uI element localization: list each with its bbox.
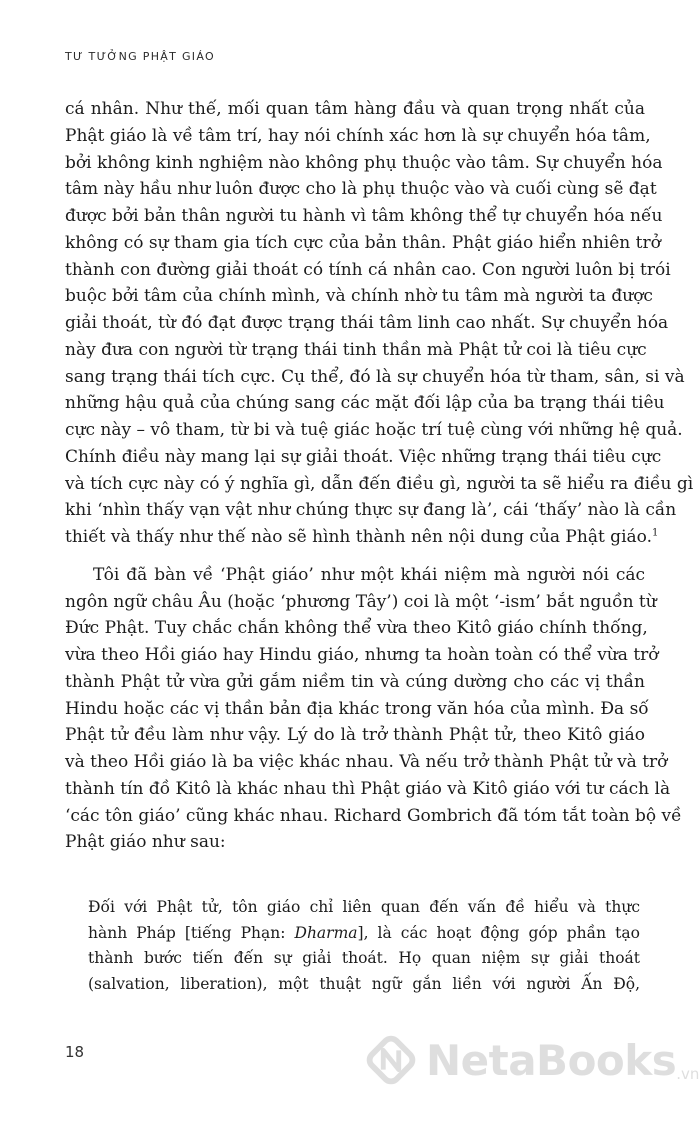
quote-line: Đối với Phật tử, tôn giáo chỉ liên quan đến vấn đề hiểu và thực	[88, 898, 640, 916]
watermark-brand: NetaBooks	[426, 1035, 677, 1085]
paragraph-1-line: bởi không kinh nghiệm nào không phụ thuộc vào tâm. Sự chuyển hóa	[65, 152, 663, 173]
paragraph-1-line: thành con đường giải thoát có tính cá nhân cao. Con người luôn bị trói	[65, 259, 671, 280]
paragraph-2	[65, 562, 682, 830]
paragraph-1-line: những hậu quả của chúng sang các mặt đối lập của ba trạng thái tiêu	[65, 393, 665, 414]
paragraph-1-line: buộc bởi tâm của chính mình, và chính nhờ tu tâm mà người ta được	[65, 286, 653, 307]
paragraph-1-line: khi ‘nhìn thấy vạn vật như chúng thực sự đang là’, cái ‘thấy’ nào là cần	[65, 500, 677, 521]
paragraph-2-line: Tôi đã bàn về ‘Phật giáo’ như một khái niệm mà người nói các	[93, 564, 645, 585]
paragraph-2-line: Phật tử đều làm như vậy. Lý do là trở thành Phật tử, theo Kitô giáo	[65, 725, 645, 746]
paragraph-2-line: vừa theo Hồi giáo hay Hindu giáo, nhưng ta hoàn toàn có thể vừa trở	[65, 645, 659, 665]
netabooks-logo-icon	[362, 1031, 420, 1089]
block-quote	[88, 895, 640, 997]
paragraph-1-line: cực này – vô tham, từ bi và tuệ giác hoặc trí tuệ cùng với những hệ quả.	[65, 420, 683, 440]
paragraph-1-line: giải thoát, từ đó đạt được trạng thái tâm linh cao nhất. Sự chuyển hóa	[65, 313, 669, 333]
paragraph-1-last-line: thiết và thấy như thế nào sẽ hình thành nên nội dung của Phật giáo.$^1$	[65, 527, 659, 547]
paragraph-1-line: tâm này hầu như luôn được cho là phụ thuộc vào và cuối cùng sẽ đạt	[65, 179, 657, 200]
running-head: TƯ TƯỞNG PHẬT GIÁO	[65, 50, 215, 63]
watermark-domain: .vn	[676, 1065, 700, 1083]
paragraph-1-line: cá nhân. Như thế, mối quan tâm hàng đầu và quan trọng nhất của	[65, 99, 645, 119]
paragraph-1-line: này đưa con người từ trạng thái tinh thần mà Phật tử coi là tiêu cực	[65, 339, 647, 360]
paragraph-2-line: Hindu hoặc các vị thần bản địa khác trong văn hóa của mình. Đa số	[65, 698, 649, 719]
paragraph-1-line: Phật giáo là về tâm trí, hay nói chính xác hơn là sự chuyển hóa tâm,	[65, 125, 651, 146]
paragraph-1-line: được bởi bản thân người tu hành vì tâm không thể tự chuyển hóa nếu	[65, 206, 663, 226]
quote-line: hành Pháp [tiếng Phạn: Dharma], là các hoạt động góp phần tạo	[88, 923, 640, 942]
paragraph-1-line: và tích cực này có ý nghĩa gì, dẫn đến điều gì, người ta sẽ hiểu ra điều gì	[65, 473, 694, 494]
paragraph-2-line: ngôn ngữ châu Âu (hoặc ‘phương Tây’) coi là một ‘-ism’ bắt nguồn từ	[65, 591, 657, 612]
paragraph-2-line: thành Phật tử vừa gửi gắm niềm tin và cúng dường cho các vị thần	[65, 671, 645, 692]
page-number: 18	[65, 1043, 85, 1061]
paragraph-2-line: Đức Phật. Tuy chắc chắn không thể vừa theo Kitô giáo chính thống,	[65, 618, 648, 639]
footnote-ref[interactable]: 1	[651, 527, 659, 539]
paragraph-2-line: ‘các tôn giáo’ cũng khác nhau. Richard Gombrich đã tóm tắt toàn bộ về	[65, 805, 682, 826]
quote-line: thành bước tiến đến sự giải thoát. Họ quan niệm sự giải thoát	[88, 949, 640, 967]
paragraph-2-last-line: Phật giáo như sau:	[65, 832, 226, 853]
dharma-term: Dharma	[294, 923, 358, 942]
paragraph-2-line: thành tín đồ Kitô là khác nhau thì Phật giáo và Kitô giáo với tư cách là	[65, 778, 671, 799]
paragraph-1	[65, 96, 694, 524]
body-text	[65, 96, 694, 856]
watermark	[362, 1031, 699, 1089]
paragraph-2-line: và theo Hồi giáo là ba việc khác nhau. Và nếu trở thành Phật tử và trở	[65, 752, 668, 772]
paragraph-1-line: sang trạng thái tích cực. Cụ thể, đó là sự chuyển hóa từ tham, sân, si và	[65, 366, 685, 387]
paragraph-1-line: không có sự tham gia tích cực của bản thân. Phật giáo hiển nhiên trở	[65, 232, 661, 253]
paragraph-1-line: Chính điều này mang lại sự giải thoát. Việc những trạng thái tiêu cực	[65, 446, 662, 467]
quote-line: (salvation, liberation), một thuật ngữ gắn liền với người Ấn Độ,	[88, 974, 640, 993]
